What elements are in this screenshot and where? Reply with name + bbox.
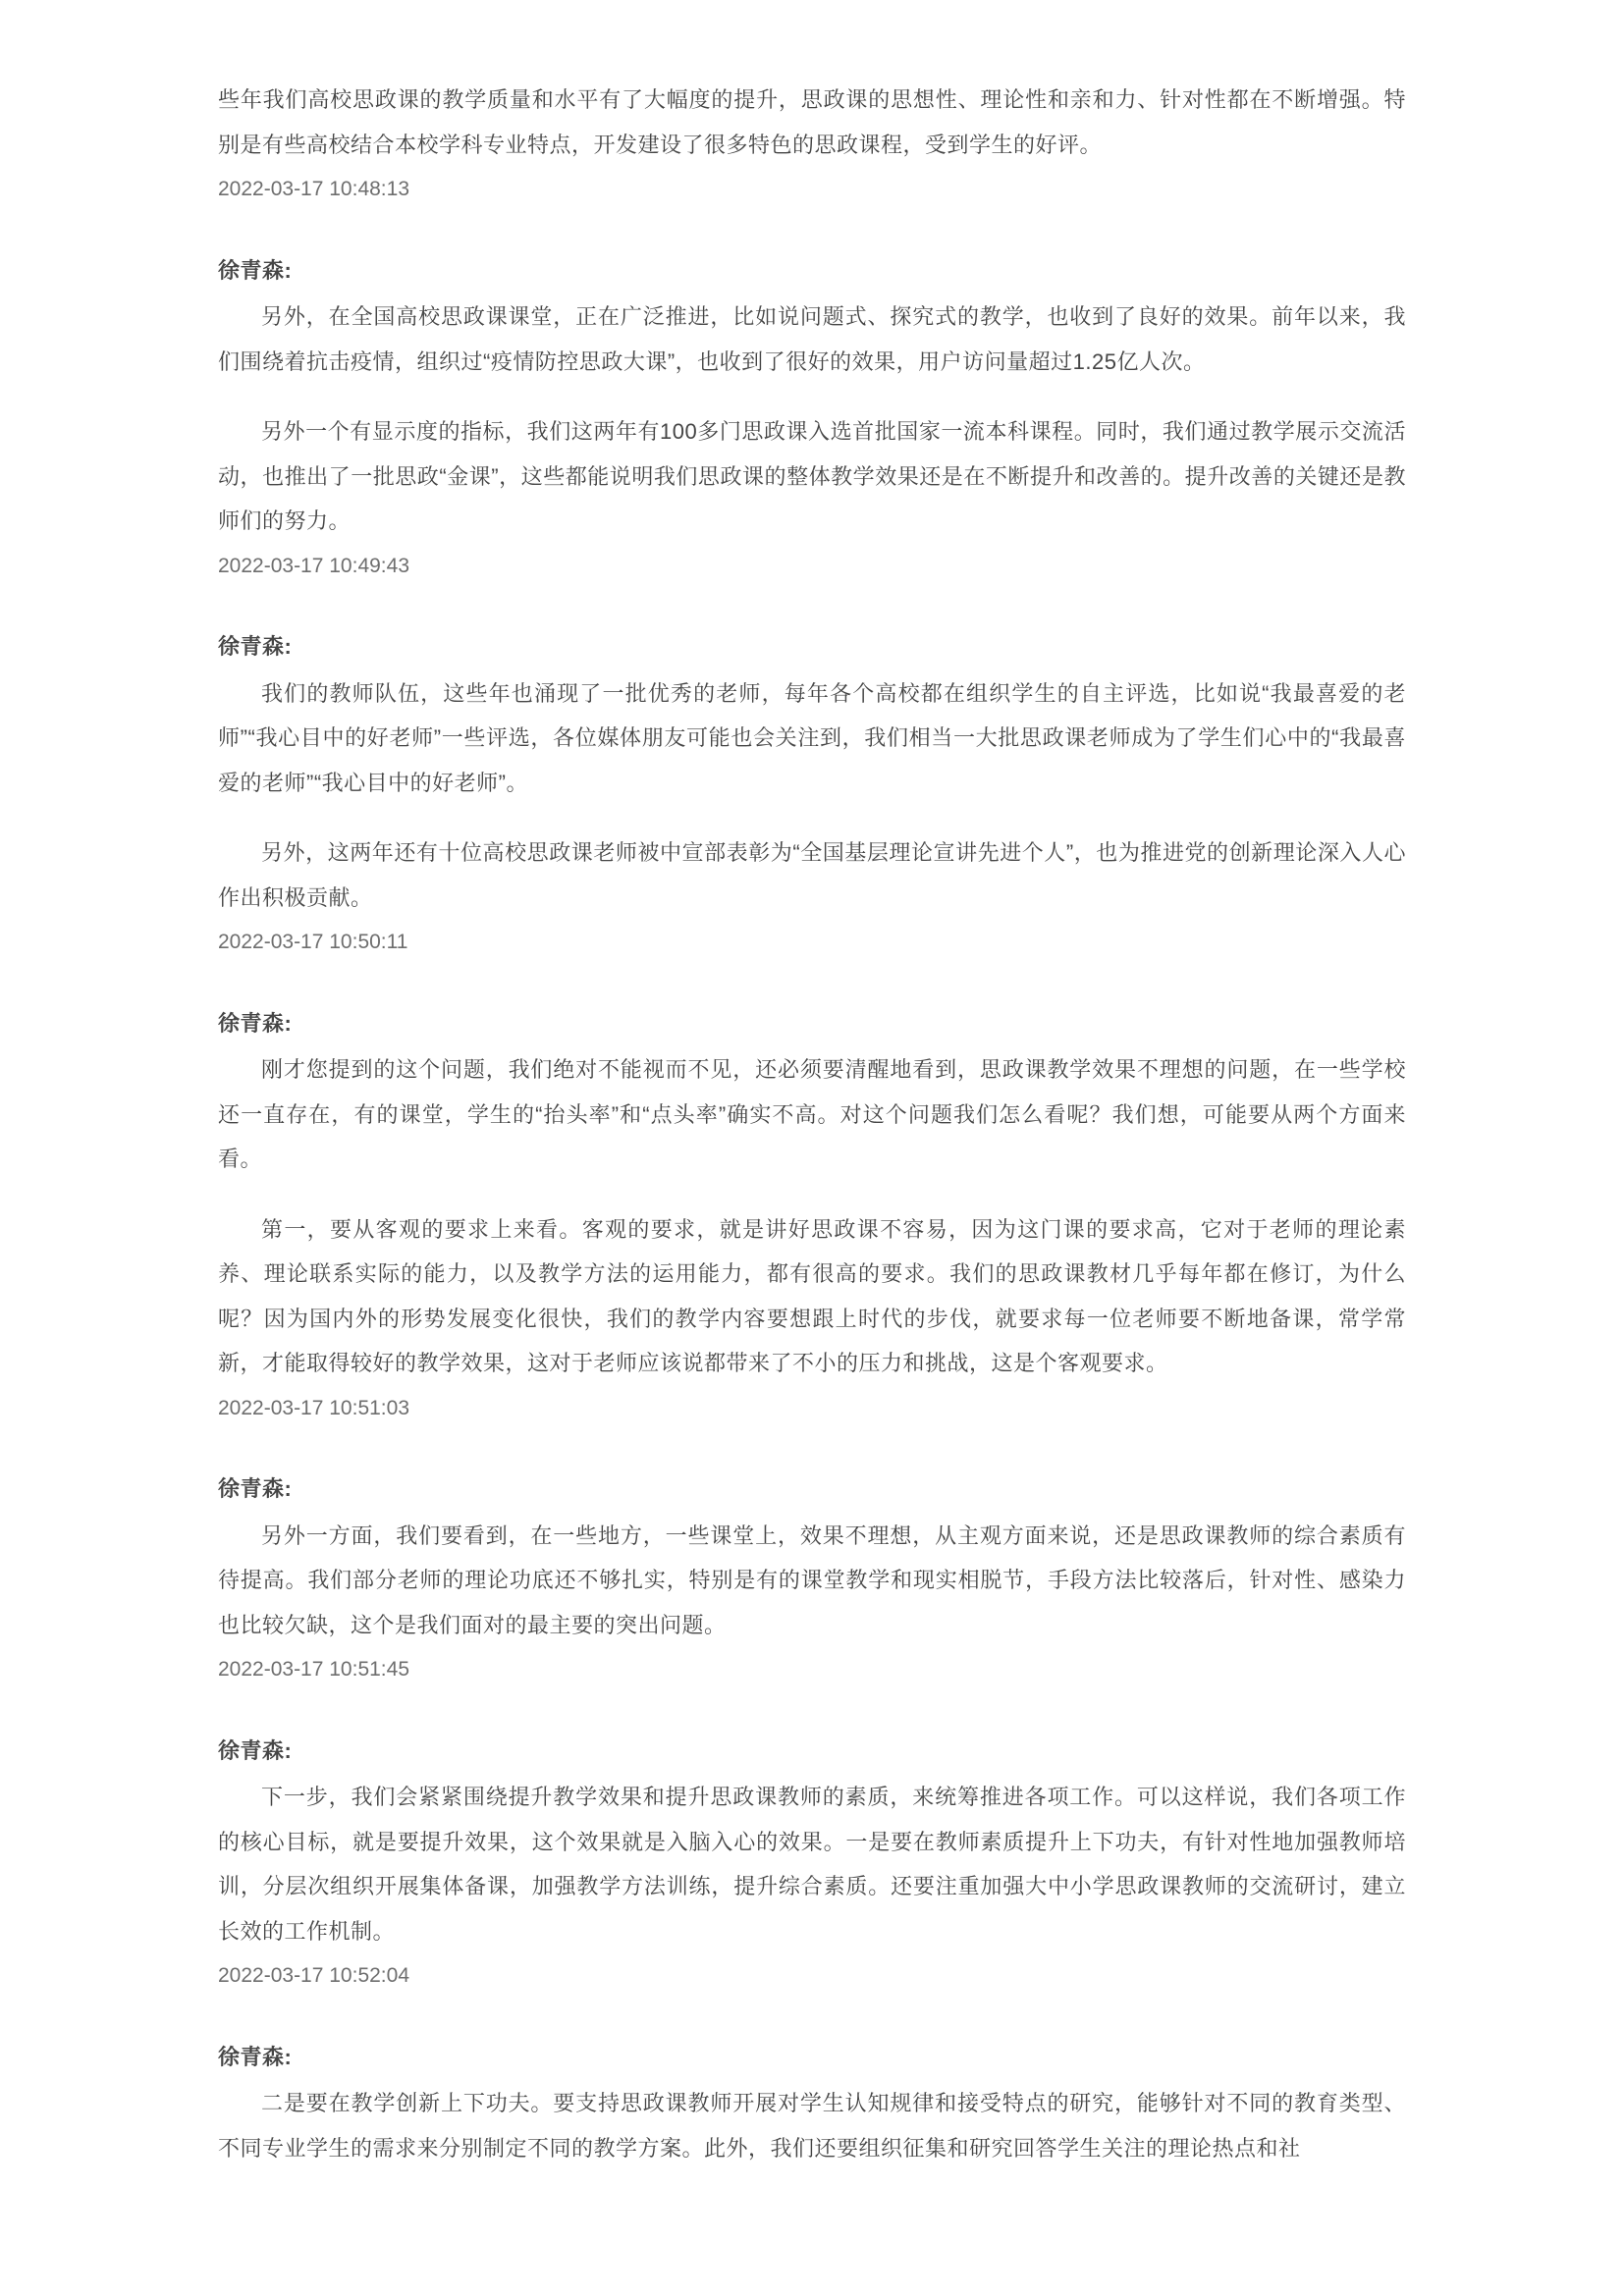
timestamp: 2022-03-17 10:51:03 [218, 1396, 409, 1419]
speaker-name: 徐青森: [218, 1476, 293, 1501]
transcript-section [218, 624, 1406, 965]
transcript-content [218, 0, 1406, 2170]
speech-paragraph: 刚才您提到的这个问题，我们绝对不能视而不见，还必须要清醒地看到，思政课教学效果不理想的问题，在一些学校还一直存在，有的课堂，学生的“抬头率”和“点头率”确实不高。对这个问题我们怎么看呢？我们想，可能要从两个方面来看。 [218, 1057, 1406, 1171]
speaker-name: 徐青森: [218, 2044, 293, 2069]
timestamp: 2022-03-17 10:51:45 [218, 1658, 409, 1681]
transcript-section [218, 1729, 1406, 1999]
transcript-section [218, 248, 1406, 589]
speech-paragraph: 另外，在全国高校思政课课堂，正在广泛推进，比如说问题式、探究式的教学，也收到了良好的效果。前年以来，我们围绕着抗击疫情，组织过“疫情防控思政大课”，也收到了很好的效果，用户访问量超过1.25亿人次。 [218, 304, 1406, 374]
speaker-name: 徐青森: [218, 1010, 293, 1036]
speech-paragraph: 我们的教师队伍，这些年也涌现了一批优秀的老师，每年各个高校都在组织学生的自主评选，比如说“我最喜爱的老师”“我心目中的好老师”一些评选，各位媒体朋友可能也会关注到，我们相当一大批思政课老师成为了学生们心中的“我最喜爱的老师”“我心目中的好老师”。 [218, 680, 1406, 795]
transcript-section [218, 1001, 1406, 1431]
leading-paragraph: 些年我们高校思政课的教学质量和水平有了大幅度的提升，思政课的思想性、理论性和亲和力、针对性都在不断增强。特别是有些高校结合本校学科专业特点，开发建设了很多特色的思政课程，受到学生的好评。 [218, 87, 1406, 157]
transcript-sections [218, 248, 1406, 2171]
speech-paragraph: 二是要在教学创新上下功夫。要支持思政课教师开展对学生认知规律和接受特点的研究，能够针对不同的教育类型、不同专业学生的需求来分别制定不同的教学方案。此外，我们还要组织征集和研究回答学生关注的理论热点和社 [218, 2091, 1406, 2161]
speech-paragraph: 第一，要从客观的要求上来看。客观的要求，就是讲好思政课不容易，因为这门课的要求高，它对于老师的理论素养、理论联系实际的能力，以及教学方法的运用能力，都有很高的要求。我们的思政课教材几乎每年都在修订，为什么呢？因为国内外的形势发展变化很快，我们的教学内容要想跟上时代的步伐，就要求每一位老师要不断地备课，常学常新，才能取得较好的教学效果，这对于老师应该说都带来了不小的压力和挑战，这是个客观要求。 [218, 1216, 1406, 1375]
timestamp: 2022-03-17 10:52:04 [218, 1964, 409, 1987]
speech-paragraph: 另外一个有显示度的指标，我们这两年有100多门思政课入选首批国家一流本科课程。同时，我们通过教学展示交流活动，也推出了一批思政“金课”，这些都能说明我们思政课的整体教学效果还是在不断提升和改善的。提升改善的关键还是教师们的努力。 [218, 419, 1406, 533]
speaker-name: 徐青森: [218, 1737, 293, 1763]
speech-paragraph: 另外，这两年还有十位高校思政课老师被中宣部表彰为“全国基层理论宣讲先进个人”，也为推进党的创新理论深入人心作出积极贡献。 [218, 840, 1406, 910]
timestamp: 2022-03-17 10:48:13 [218, 178, 409, 200]
speech-paragraph: 下一步，我们会紧紧围绕提升教学效果和提升思政课教师的素质，来统筹推进各项工作。可以这样说，我们各项工作的核心目标，就是要提升效果，这个效果就是入脑入心的效果。一是要在教师素质提升上下功夫，有针对性地加强教师培训，分层次组织开展集体备课，加强教学方法训练，提升综合素质。还要注重加强大中小学思政课教师的交流研讨，建立长效的工作机制。 [218, 1785, 1406, 1944]
transcript-section [218, 1467, 1406, 1692]
timestamp: 2022-03-17 10:50:11 [218, 931, 408, 953]
timestamp: 2022-03-17 10:49:43 [218, 554, 409, 577]
speaker-name: 徐青森: [218, 257, 293, 283]
speaker-name: 徐青森: [218, 634, 293, 659]
speech-paragraph: 另外一方面，我们要看到，在一些地方，一些课堂上，效果不理想，从主观方面来说，还是思政课教师的综合素质有待提高。我们部分老师的理论功底还不够扎实，特别是有的课堂教学和现实相脱节，手段方法比较落后，针对性、感染力也比较欠缺，这个是我们面对的最主要的突出问题。 [218, 1522, 1406, 1637]
transcript-section [218, 2035, 1406, 2171]
